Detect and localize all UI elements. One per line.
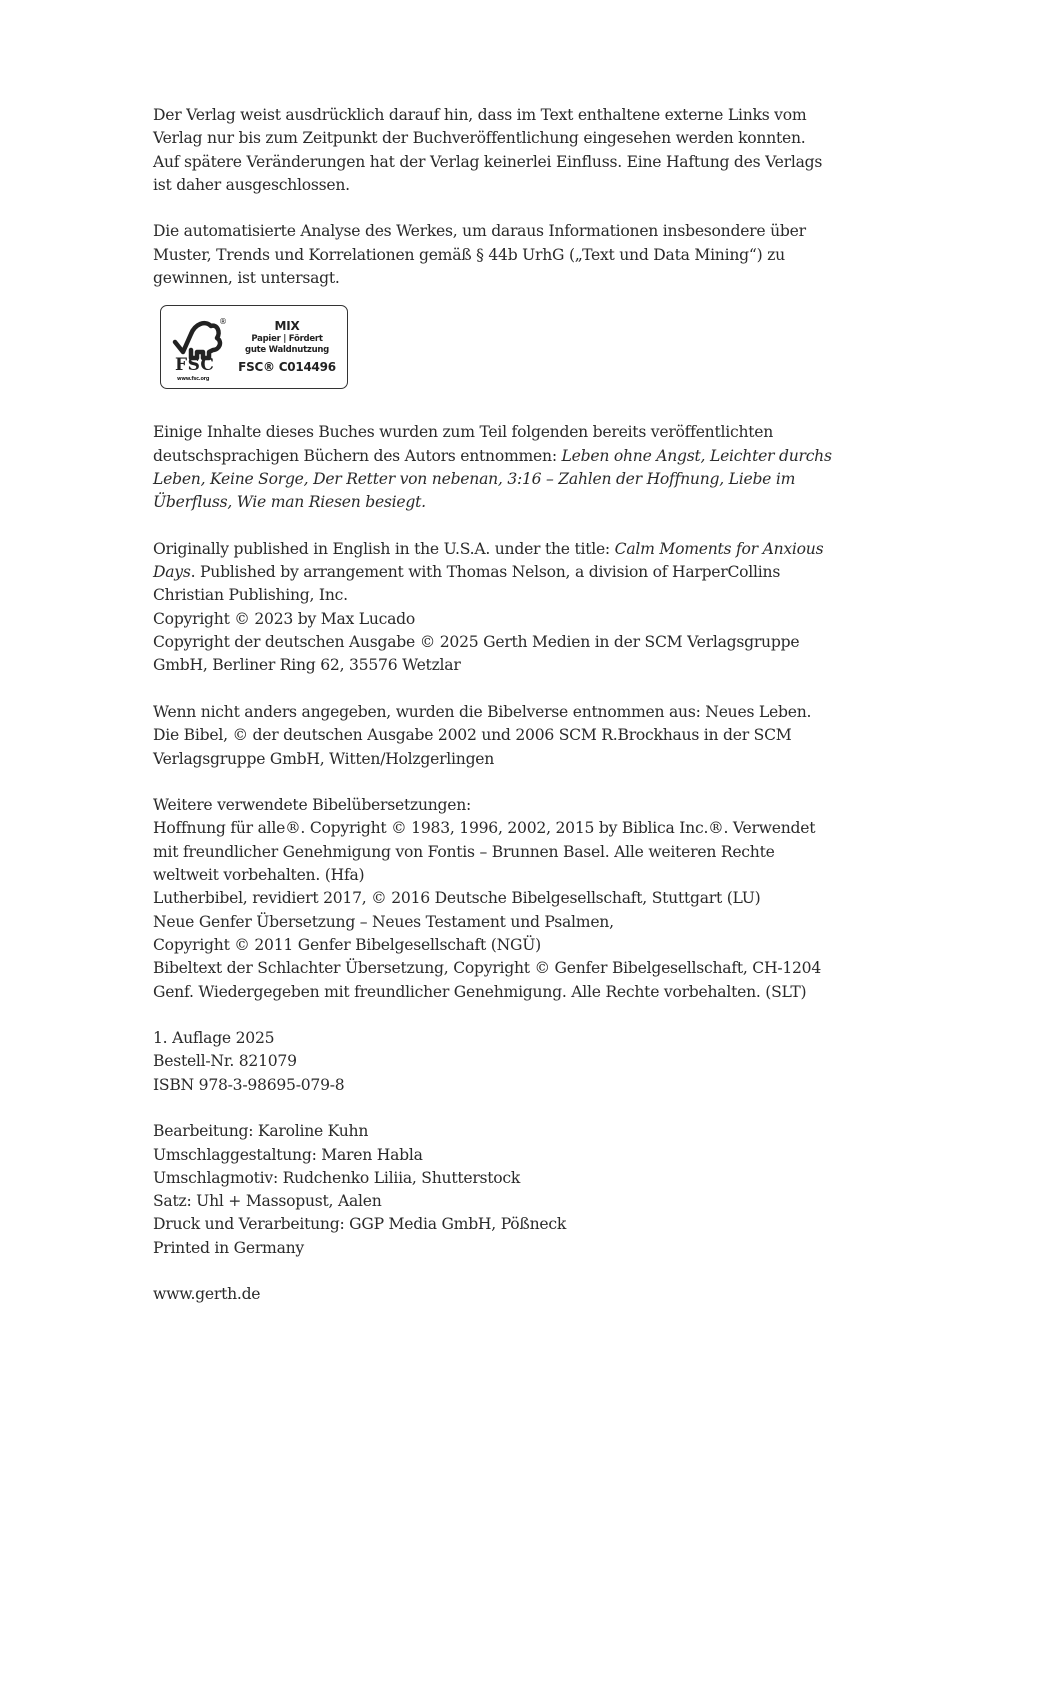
fsc-line-1: Papier | Fördert: [251, 334, 323, 345]
bible-default-source: [153, 701, 873, 771]
fsc-license-code: FSC® C014496: [238, 360, 336, 375]
isbn: ISBN 978-3-98695-079-8: [153, 1075, 345, 1094]
text-line: Lutherbibel, revidiert 2017, © 2016 Deutsche Bibelgesellschaft, Stuttgart (LU): [153, 889, 761, 908]
text-run: . Published by arrangement with Thomas Nelson, a division of HarperCollins: [190, 563, 781, 582]
imprint-page: [153, 104, 873, 1330]
bible-other-translations: [153, 794, 873, 1004]
text-run: deutschsprachigen Büchern des Autors entnommen:: [153, 446, 562, 465]
registered-mark: ®: [219, 317, 227, 327]
text-line: Christian Publishing, Inc.: [153, 586, 348, 605]
fsc-category: MIX: [274, 319, 300, 334]
original-publication: [153, 538, 873, 678]
text-line: Die automatisierte Analyse des Werkes, um daraus Informationen insbesondere über: [153, 222, 806, 241]
original-title: Calm Moments for Anxious: [614, 539, 824, 558]
text-line: Weitere verwendete Bibelübersetzungen:: [153, 796, 472, 815]
text-line: gewinnen, ist untersagt.: [153, 269, 340, 288]
credit-line: Umschlaggestaltung: Maren Habla: [153, 1145, 423, 1164]
prior-sources: [153, 421, 873, 514]
credit-line: Druck und Verarbeitung: GGP Media GmbH, Pößneck: [153, 1215, 567, 1234]
text-line: [153, 468, 873, 491]
copyright-original: Copyright © 2023 by Max Lucado: [153, 609, 416, 628]
links-disclaimer: [153, 104, 873, 197]
text-line: Copyright © 2011 Genfer Bibelgesellschaft (NGÜ): [153, 935, 541, 954]
credits: [153, 1120, 873, 1260]
order-number: Bestell-Nr. 821079: [153, 1052, 297, 1071]
text-line: Der Verlag weist ausdrücklich darauf hin, dass im Text enthaltene externe Links vom: [153, 106, 807, 124]
fsc-url: www.fsc.org: [177, 376, 210, 383]
book-titles: Überfluss, Wie man Riesen besiegt.: [153, 493, 426, 512]
edition: 1. Auflage 2025: [153, 1029, 275, 1048]
book-titles: Leben, Keine Sorge, Der Retter von nebenan, 3:16 – Zahlen der Hoffnung, Liebe im: [153, 469, 796, 488]
text-line: [153, 561, 873, 584]
text-run: Originally published in English in the U.S.A. under the title:: [153, 539, 615, 558]
text-line: Verlag nur bis zum Zeitpunkt der Buchveröffentlichung eingesehen werden konnten.: [153, 129, 806, 148]
fsc-wordmark: FSC: [175, 355, 215, 376]
text-line: Neue Genfer Übersetzung – Neues Testament und Psalmen,: [153, 912, 614, 931]
text-line: [153, 538, 873, 561]
text-line: Auf spätere Veränderungen hat der Verlag keinerlei Einfluss. Eine Haftung des Verlags: [153, 152, 823, 171]
text-line: Einige Inhalte dieses Buches wurden zum Teil folgenden bereits veröffentlichten: [153, 423, 774, 442]
fsc-line-2: gute Waldnutzung: [244, 345, 330, 356]
text-line: Muster, Trends und Korrelationen gemäß § 44b UrhG („Text und Data Mining“) zu: [153, 245, 785, 264]
text-line: [153, 491, 873, 514]
publisher-address: GmbH, Berliner Ring 62, 35576 Wetzlar: [153, 656, 461, 675]
copyright-german: Copyright der deutschen Ausgabe © 2025 Gerth Medien in der SCM Verlagsgruppe: [153, 633, 800, 652]
text-data-mining-disclaimer: [153, 220, 873, 290]
edition-info: [153, 1027, 873, 1097]
text-line: Bibeltext der Schlachter Übersetzung, Copyright © Genfer Bibelgesellschaft, CH-1204: [153, 959, 822, 978]
text-line: [153, 445, 873, 468]
text-line: Genf. Wiedergegeben mit freundlicher Genehmigung. Alle Rechte vorbehalten. (SLT): [153, 982, 807, 1001]
original-title: Days: [153, 563, 191, 582]
text-line: mit freundlicher Genehmigung von Fontis – Brunnen Basel. Alle weiteren Rechte: [153, 842, 775, 861]
credit-line: Printed in Germany: [153, 1238, 304, 1257]
fsc-label: [160, 305, 348, 389]
book-titles: Leben ohne Angst, Leichter durchs: [561, 446, 832, 465]
fsc-details: [229, 318, 345, 375]
text-line: weltweit vorbehalten. (Hfa): [153, 866, 365, 885]
text-line: Die Bibel, © der deutschen Ausgabe 2002 und 2006 SCM R.Brockhaus in der SCM: [153, 726, 792, 745]
credit-line: Bearbeitung: Karoline Kuhn: [153, 1122, 369, 1141]
text-line: ist daher ausgeschlossen.: [153, 175, 350, 194]
text-line: Wenn nicht anders angegeben, wurden die Bibelverse entnommen aus: Neues Leben.: [153, 702, 812, 721]
website-link: www.gerth.de: [153, 1285, 261, 1304]
credit-line: Umschlagmotiv: Rudchenko Liliia, Shutterstock: [153, 1168, 521, 1187]
text-line: Hoffnung für alle®. Copyright © 1983, 1996, 2002, 2015 by Biblica Inc.®. Verwendet: [153, 819, 816, 838]
credit-line: Satz: Uhl + Massopust, Aalen: [153, 1192, 382, 1211]
website: [153, 1283, 873, 1306]
text-line: Verlagsgruppe GmbH, Witten/Holzgerlingen: [153, 749, 495, 768]
